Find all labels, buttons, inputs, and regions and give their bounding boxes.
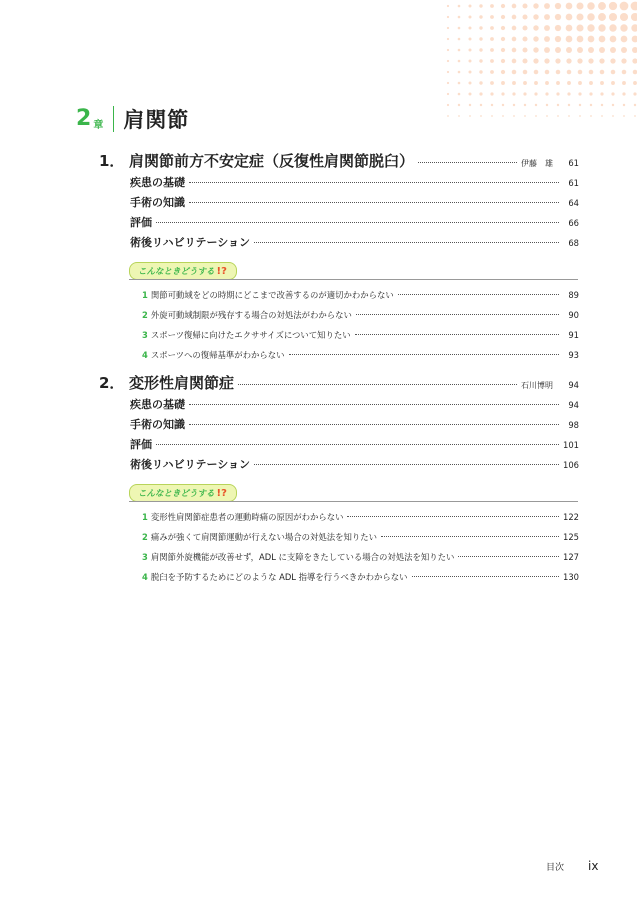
item-title: 疾患の基礎	[130, 176, 185, 189]
badge-text: こんなときどうする	[138, 267, 215, 277]
page-number: 61	[568, 158, 579, 168]
leader-dots	[254, 464, 559, 465]
question-number: 1	[142, 290, 148, 300]
section-title: 肩関節前方不安定症（反復性肩関節脱臼）	[129, 152, 415, 170]
chapter-title: 肩関節	[123, 108, 190, 132]
footer-page-number: ix	[588, 859, 599, 873]
badge-mark: !?	[216, 265, 227, 277]
question-number: 3	[142, 552, 148, 562]
question-text: 肩関節外旋機能が改善せず，ADL に支障をきたしている場合の対処法を知りたい	[150, 552, 455, 562]
item-title: 評価	[130, 438, 152, 451]
page-number: 125	[563, 532, 579, 542]
question-item[interactable]	[142, 551, 579, 563]
toc-item[interactable]	[130, 396, 579, 412]
question-item[interactable]	[142, 329, 579, 341]
section-2-entry[interactable]	[99, 372, 579, 393]
question-number: 2	[142, 532, 148, 542]
question-text: スポーツ復帰に向けたエクササイズについて知りたい	[150, 330, 351, 340]
toc-item[interactable]	[130, 456, 579, 472]
item-title: 評価	[130, 216, 152, 229]
section-author: 石川博明	[521, 381, 553, 390]
section-number: 1．	[99, 152, 125, 170]
chapter-divider	[113, 106, 114, 132]
chapter-number: 2	[76, 106, 92, 131]
leader-dots	[238, 384, 517, 385]
chapter-unit: 章	[93, 119, 104, 131]
page-number: 66	[568, 218, 579, 228]
leader-dots	[418, 162, 517, 163]
page-number: 90	[568, 310, 579, 320]
section-title: 変形性肩関節症	[129, 374, 235, 392]
section-number: 2．	[99, 374, 125, 392]
leader-dots	[412, 576, 560, 577]
question-item[interactable]	[142, 531, 579, 543]
leader-dots	[398, 294, 559, 295]
toc-item[interactable]	[130, 194, 579, 210]
question-item[interactable]	[142, 289, 579, 301]
page-number: 127	[563, 552, 579, 562]
leader-dots	[355, 334, 559, 335]
leader-dots	[347, 516, 559, 517]
leader-dots	[189, 202, 559, 203]
section-author: 伊藤 雄	[521, 159, 553, 168]
question-text: 外旋可動域制限が残存する場合の対処法がわからない	[150, 310, 352, 320]
page-number: 130	[563, 572, 579, 582]
page-number: 98	[568, 420, 579, 430]
item-title: 手術の知識	[130, 418, 185, 431]
leader-dots	[289, 354, 560, 355]
page-number: 94	[568, 380, 579, 390]
toc-item[interactable]	[130, 436, 579, 452]
badge-rule	[129, 501, 578, 502]
toc-item[interactable]	[130, 234, 579, 250]
page-number: 122	[563, 512, 579, 522]
footer-label: 目次	[546, 863, 565, 873]
page-footer	[546, 859, 598, 873]
toc-item[interactable]	[130, 214, 579, 230]
chapter-heading	[76, 104, 189, 134]
faq-badge	[129, 262, 237, 280]
page-number: 61	[568, 178, 579, 188]
leader-dots	[156, 444, 559, 445]
question-text: 脱臼を予防するためにどのような ADL 指導を行うべきかわからない	[150, 572, 408, 582]
toc-item[interactable]	[130, 416, 579, 432]
toc-item[interactable]	[130, 174, 579, 190]
faq-badge	[129, 484, 237, 502]
question-text: 変形性肩関節症患者の運動時痛の原因がわからない	[150, 512, 344, 522]
question-item[interactable]	[142, 309, 579, 321]
question-number: 4	[142, 350, 148, 360]
question-number: 2	[142, 310, 148, 320]
page-number: 93	[568, 350, 579, 360]
question-text: 痛みが強くて肩関節運動が行えない場合の対処法を知りたい	[150, 532, 377, 542]
page-number: 68	[568, 238, 579, 248]
leader-dots	[189, 404, 559, 405]
page-number: 89	[568, 290, 579, 300]
leader-dots	[189, 424, 559, 425]
item-title: 術後リハビリテーション	[130, 236, 251, 249]
leader-dots	[381, 536, 559, 537]
page-number: 101	[563, 440, 579, 450]
page-number: 94	[568, 400, 579, 410]
leader-dots	[156, 222, 559, 223]
section-1-entry[interactable]	[99, 150, 579, 171]
leader-dots	[254, 242, 559, 243]
question-item[interactable]	[142, 571, 579, 583]
leader-dots	[189, 182, 559, 183]
page-number: 106	[563, 460, 579, 470]
leader-dots	[356, 314, 559, 315]
page-number: 64	[568, 198, 579, 208]
item-title: 手術の知識	[130, 196, 185, 209]
badge-rule	[129, 279, 578, 280]
question-number: 1	[142, 512, 148, 522]
question-text: 関節可動域をどの時期にどこまで改善するのが適切かわからない	[150, 290, 394, 300]
item-title: 術後リハビリテーション	[130, 458, 251, 471]
question-item[interactable]	[142, 349, 579, 361]
question-number: 3	[142, 330, 148, 340]
badge-mark: !?	[216, 487, 227, 499]
badge-text: こんなときどうする	[138, 489, 215, 499]
page-number: 91	[568, 330, 579, 340]
leader-dots	[458, 556, 559, 557]
question-number: 4	[142, 572, 148, 582]
item-title: 疾患の基礎	[130, 398, 185, 411]
question-item[interactable]	[142, 511, 579, 523]
question-text: スポーツへの復帰基準がわからない	[150, 350, 285, 360]
